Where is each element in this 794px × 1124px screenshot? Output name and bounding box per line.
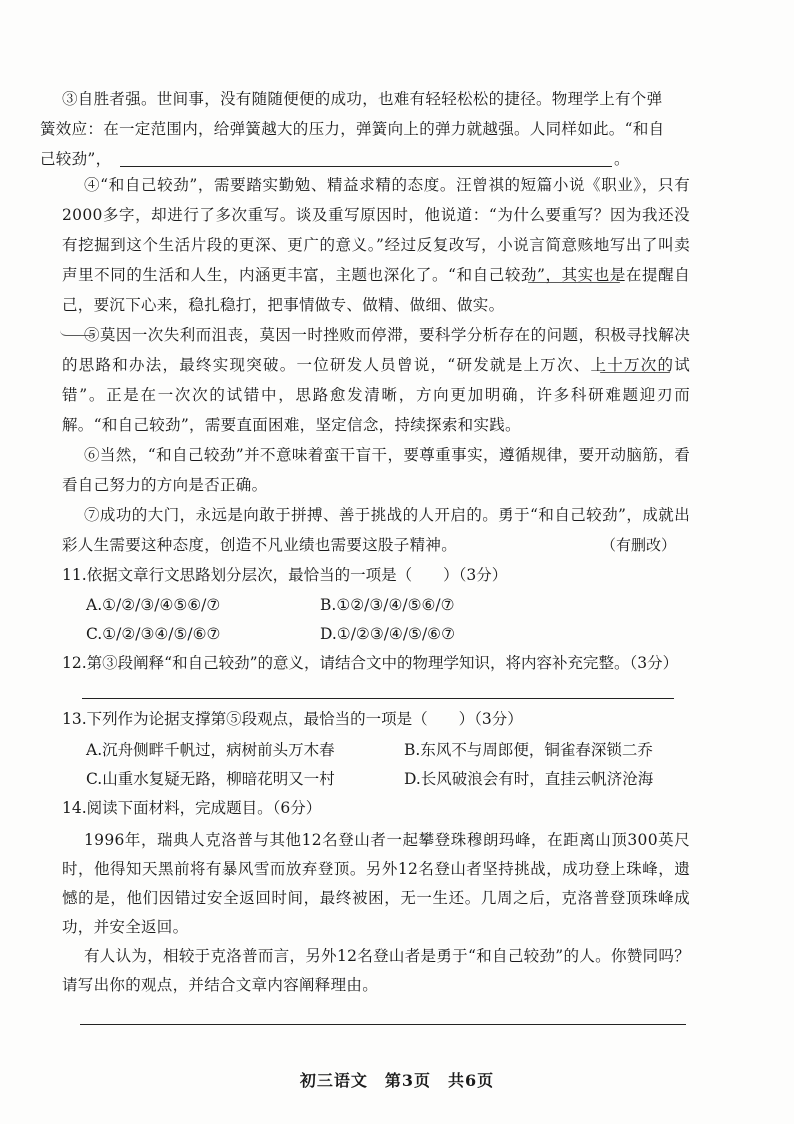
paragraph-3-line-3-start: 己较劲”，: [40, 150, 112, 168]
question-14-answer-line[interactable]: [80, 1024, 686, 1025]
question-12-answer-line[interactable]: [82, 698, 674, 699]
question-11-option-a[interactable]: A.①/②/③/④⑤⑥/⑦: [86, 596, 221, 614]
question-13-option-b[interactable]: B.东风不与周郎便，铜雀春深锁二乔: [404, 741, 653, 759]
paragraph-4: ④“和自己较劲”，需要踏实勤勉、精益求精的态度。汪曾祺的短篇小说《职业》，只有2000多字，却进行了多次重写。谈及重写原因时，他说道：“为什么要重写？因为我还没有挖掘到这个生活片段的更深、更广的意义。”经过反复改写，小说言简意赅地写出了叫卖声里不同的生活和人生，内涵更丰富，主题也深化了。“和自己较劲”，其实也是在提醒自己，要沉下心来，稳扎稳打，把事情做专、做精、做细、做实。: [62, 176, 690, 314]
question-13-option-a[interactable]: A.沉舟侧畔千帆过，病树前头万木春: [86, 741, 335, 759]
pen-underline-p4: [528, 282, 620, 283]
source-note: （有删改）: [600, 536, 676, 554]
page-footer: 初三语文 第3页 共6页: [299, 1071, 495, 1090]
paragraph-3-line-2: 簧效应：在一定范围内，给弹簧越大的压力，弹簧向上的弹力就越强。人同样如此。“和自: [40, 120, 665, 138]
question-11-option-d[interactable]: D.①/②③/④/⑤/⑥⑦: [320, 625, 455, 643]
pen-underline-p5: [600, 372, 670, 373]
paragraph-3-line-1: ③自胜者强。世间事，没有随随便便的成功，也难有轻轻松松的捷径。物理学上有个弹: [62, 90, 663, 108]
question-14-prompt: 有人认为，相较于克洛普而言，另外12名登山者是勇于“和自己较劲”的人。你赞同吗？请写出你的观点，并结合文章内容阐释理由。: [62, 947, 690, 994]
question-11-option-b[interactable]: B.①②/③/④/⑤⑥/⑦: [320, 596, 455, 614]
paragraph-5: ⑤莫因一次失利而沮丧，莫因一时挫败而停滞，要科学分析存在的问题，积极寻找解决的思路和办法，最终实现突破。一位研发人员曾说，“研发就是上万次、上十万次的试错”。正是在一次次的试错中，思路愈发清晰，方向更加明确，许多科研难题迎刃而解。“和自己较劲”，需要直面困难，坚定信念，持续探索和实践。: [62, 326, 690, 434]
paragraph-6: ⑥当然，“和自己较劲”并不意味着蛮干盲干，要尊重事实，遵循规律，要开动脑筋，看看自己努力的方向是否正确。: [62, 446, 690, 494]
pen-mark-bracket: [60, 330, 96, 336]
fill-blank-line[interactable]: [120, 166, 612, 167]
question-11-stem: 11.依据文章行文思路划分层次，最恰当的一项是（ ）（3分）: [62, 566, 508, 584]
paragraph-7: ⑦成功的大门，永远是向敢于拼搏、善于挑战的人开启的。勇于“和自己较劲”，成就出彩人生需要这种态度，创造不凡业绩也需要这股子精神。: [62, 506, 690, 554]
question-13-option-c[interactable]: C.山重水复疑无路，柳暗花明又一村: [86, 770, 335, 788]
question-13-stem: 13.下列作为论据支撑第⑤段观点，最恰当的一项是（ ）（3分）: [62, 710, 523, 728]
question-13-option-d[interactable]: D.长风破浪会有时，直挂云帆济沧海: [404, 770, 654, 788]
question-11-option-c[interactable]: C.①/②/③④/⑤/⑥⑦: [86, 625, 221, 643]
paragraph-3-line-3-end: 。: [614, 150, 630, 168]
question-12-stem: 12.第③段阐释“和自己较劲”的意义，请结合文中的物理学知识，将内容补充完整。（3分）: [62, 654, 679, 672]
question-14-material: 1996年，瑞典人克洛普与其他12名登山者一起攀登珠穆朗玛峰，在距离山顶300英尺时，他得知天黑前将有暴风雪而放弃登顶。另外12名登山者坚持挑战，成功登上珠峰，遗憾的是，他们因错过安全返回时间，最终被困，无一生还。几周之后，克洛普登顶珠峰成功，并安全返回。: [62, 831, 690, 936]
question-14-stem: 14.阅读下面材料，完成题目。（6分）: [62, 799, 322, 817]
paragraph-3: [40, 84, 690, 174]
